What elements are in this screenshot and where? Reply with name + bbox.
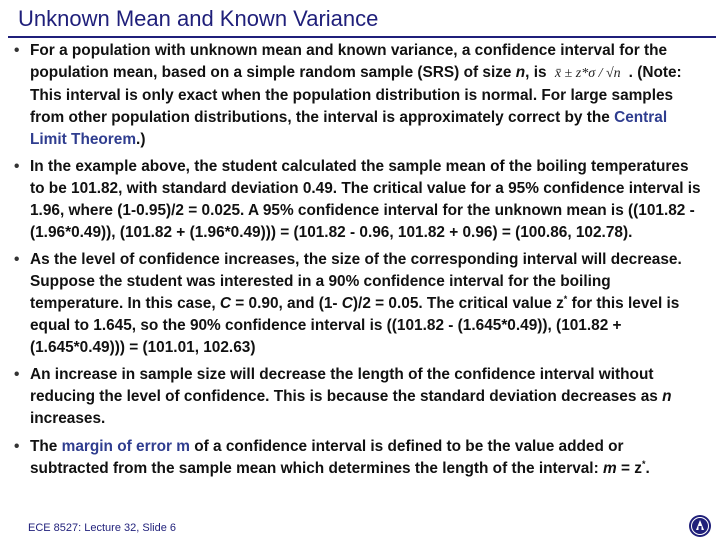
bullet-marker: • (14, 251, 20, 268)
title-divider (8, 36, 716, 38)
bullet-text: of a confidence interval is defined to be the value added or subtracted from the sample mean which determines the length of the interval: (30, 438, 624, 477)
central-limit-theorem-link[interactable]: Central Limit Theorem (30, 109, 668, 148)
slide-title: Unknown Mean and Known Variance (18, 6, 379, 31)
bullet-text: = z (616, 460, 642, 477)
bullet-text: An increase in sample size will decrease the length of the confidence interval without reducing the level of confidence. This is because the standard deviation decreases as (30, 366, 663, 405)
bullet-example-90 (14, 249, 704, 359)
variable-c: C (341, 295, 353, 312)
bullet-margin-of-error (14, 436, 704, 480)
bullet-text: = 0.90, and (1- (231, 295, 342, 312)
bullet-text: For a population with unknown mean and known variance, a confidence interval for the population mean, based on a simple random sample (SRS) of size (30, 42, 668, 81)
margin-of-error-link[interactable]: margin of error m (61, 438, 190, 455)
bullet-marker: • (14, 158, 20, 175)
bullet-text: increases. (30, 410, 106, 427)
bullet-text: The (30, 438, 62, 455)
bullet-unknown-mean-interval (14, 40, 704, 151)
bullet-marker: • (14, 438, 20, 455)
slide-body (14, 40, 704, 485)
bullet-text: . (Note: This interval is only exact when the population distribution is normal. For large samples from other population distributions, the interval is approximately correct by the (30, 64, 682, 126)
variable-c: C (219, 295, 232, 312)
bullet-text: .) (136, 131, 146, 148)
bullet-text: In the example above, the student calculated the sample mean of the boiling temperatures to be 101.82, with standard deviation 0.49. The critical value for a 95% confidence interval is 1.96, where (1-0.95)/2 = 0.025. A 95% confidence interval for the unknown mean is ((101.82 - (1.96*0.49)), (101.82 + (1.96*0.49))) = (101.82 - 0.96, 101.82 + 0.96) = (100.86, 102.78). (30, 158, 701, 241)
interval-formula: x̄ ± z*σ / √n (554, 66, 621, 81)
variable-m: m (603, 460, 617, 477)
bullet-marker: • (14, 42, 20, 59)
bullet-text: As the level of confidence increases, the size of the corresponding interval will decrease. Suppose the student was interested in a 90% confidence interval for the boiling temperature. In this case, (30, 251, 682, 312)
bullet-marker: • (14, 366, 20, 383)
slide-footer: ECE 8527: Lecture 32, Slide 6 (28, 522, 176, 534)
bullet-text: for this level is equal to 1.645, so the 90% confidence interval is ((101.82 - (1.645*0.49)), (101.82 + (1.645*0.49))) = (101.01, 102.63) (30, 295, 680, 356)
variable-n: n (662, 388, 672, 405)
bullet-text: . (645, 460, 650, 477)
bullet-example-95 (14, 156, 704, 244)
university-seal-icon (688, 514, 712, 538)
bullet-sample-size (14, 364, 704, 430)
variable-n: n (515, 64, 526, 81)
bullet-text: )/2 = 0.05. The critical value z (352, 295, 564, 312)
superscript-star: * (641, 458, 646, 469)
bullet-text: , is (525, 64, 551, 81)
superscript-star: * (563, 293, 568, 304)
